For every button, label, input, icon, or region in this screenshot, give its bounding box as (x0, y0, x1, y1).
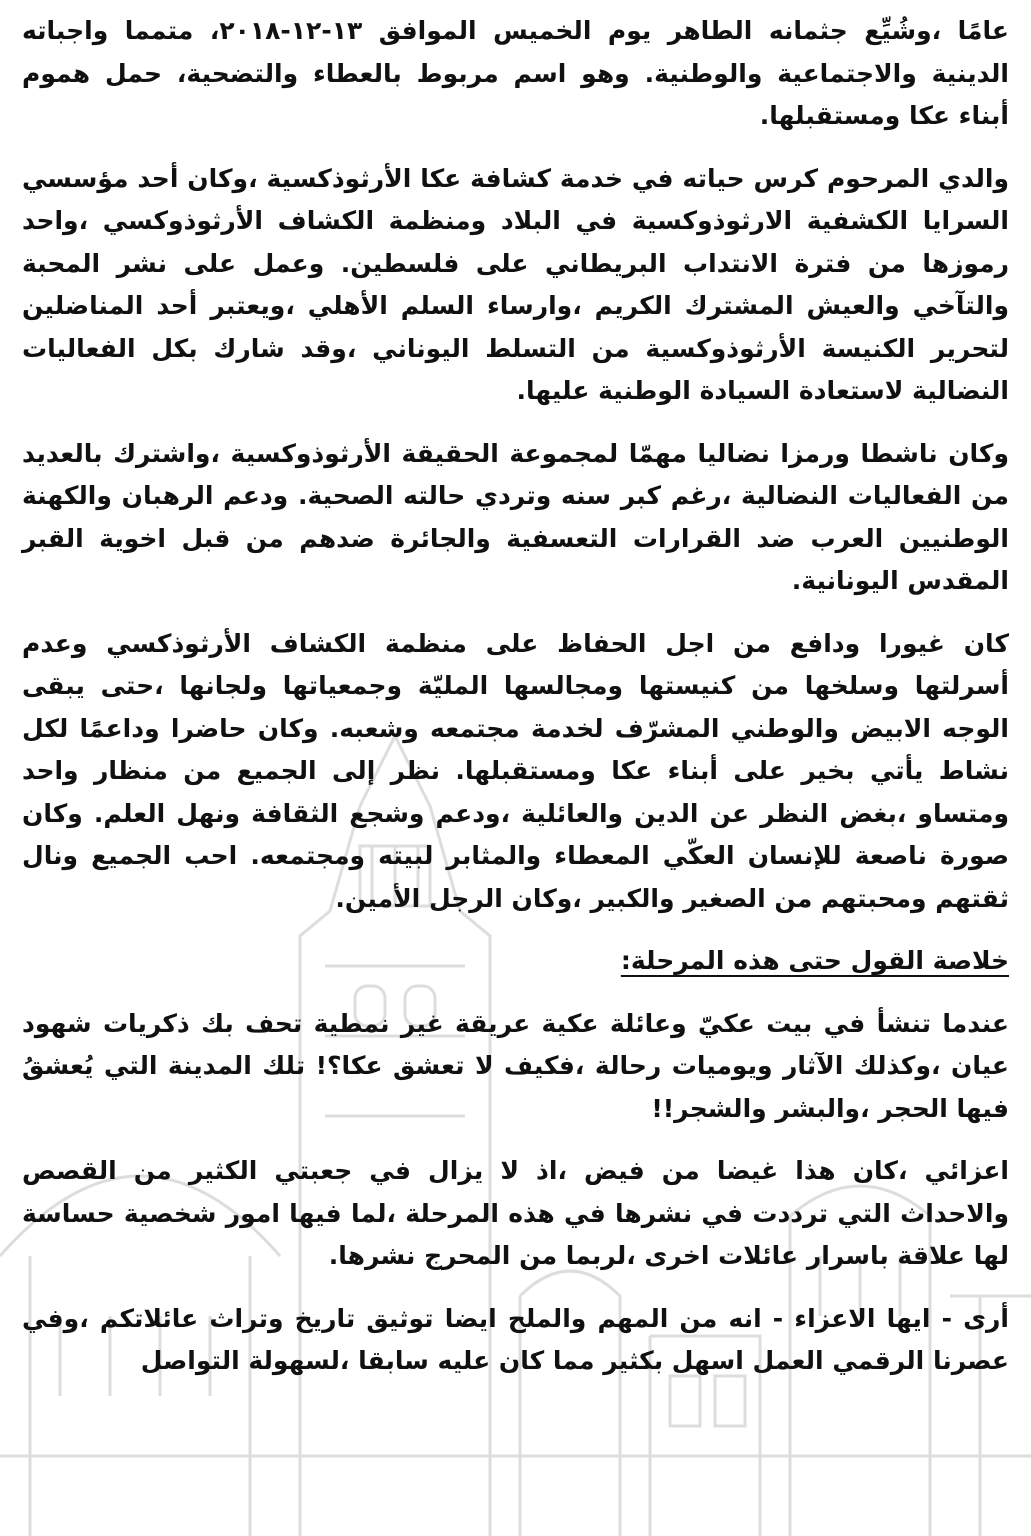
section-heading: خلاصة القول حتى هذه المرحلة: (620, 946, 1009, 975)
paragraph-3: وكان ناشطا ورمزا نضاليا مهمّا لمجموعة الحقيقة الأرثوذوكسية ،واشترك بالعديد من الفعاليات النضالية ،رغم كبر سنه وتردي حالته الصحية. ودعم الرهبان والكهنة الوطنيين العرب ضد القرارات التعسفية والجائرة ضدهم من قبل اخوية القبر المقدس اليونانية. (22, 438, 1009, 595)
closing-paragraph-3: أرى - ايها الاعزاء - انه من المهم والملح ايضا توثيق تاريخ وتراث عائلاتكم ،وفي عصرنا الرقمي العمل اسهل بكثير مما كان عليه سابقا ،لسهولة التواصل (22, 1303, 1009, 1375)
paragraph-1: عامًا ،وشُيِّع جثمانه الطاهر يوم الخميس الموافق ١٣-١٢-٢٠١٨، متمما واجباته الدينية والاجتماعية والوطنية. وهو اسم مربوط بالعطاء والتضحية، حمل هموم أبناء عكا ومستقبلها. (22, 16, 1010, 130)
closing-paragraph-1: عندما تنشأ في بيت عكيّ وعائلة عكية عريقة غير نمطية تحف بك ذكريات شهود عيان ،وكذلك الآثار ويوميات رحالة ،فكيف لا تعشق عكا؟! تلك المدينة التي يُعشقُ فيها الحجر ،والبشر والشجر!! (22, 1008, 1009, 1123)
paragraph-2: والدي المرحوم كرس حياته في خدمة كشافة عكا الأرثوذكسية ،وكان أحد مؤسسي السرايا الكشفية الارثوذوكسية في البلاد ومنظمة الكشاف الأرثوذوكسي ،واحد رموزها من فترة الانتداب البريطاني على فلسطين. وعمل على نشر المحبة والتآخي والعيش المشترك الكريم ،وارساء السلم الأهلي ،ويعتبر أحد المناضلين لتحرير الكنيسة الأرثوذوكسية من التسلط اليوناني ،وقد شارك بكل الفعاليات النضالية لاستعادة السيادة الوطنية عليها. (22, 163, 1009, 405)
paragraph-4: كان غيورا ودافع من اجل الحفاظ على منظمة الكشاف الأرثوذكسي وعدم أسرلتها وسلخها من كنيستها ومجالسها المليّة وجمعياتها ولجانها ،حتى يبقى الوجه الابيض والوطني المشرّف لخدمة مجتمعه وشعبه. وكان حاضرا وداعمًا لكل نشاط يأتي بخير على أبناء عكا ومستقبلها. نظر إلى الجميع من منظار واحد ومتساو ،بغض النظر عن الدين والعائلية ،ودعم وشجع الثقافة ونهل العلم. وكان صورة ناصعة للإنسان العكّي المعطاء والمثابر لبيته ومجتمعه. احب الجميع ونال ثقتهم ومحبتهم من الصغير والكبير ،وكان الرجل الأمين. (22, 628, 1009, 913)
closing-paragraph-2: اعزائي ،كان هذا غيضا من فيض ،اذ لا يزال في جعبتي الكثير من القصص والاحداث التي ترددت في نشرها في هذه المرحلة ،لما فيها امور شخصية حساسة لها علاقة باسرار عائلات اخرى ،لربما من المحرج نشرها. (22, 1156, 1009, 1270)
